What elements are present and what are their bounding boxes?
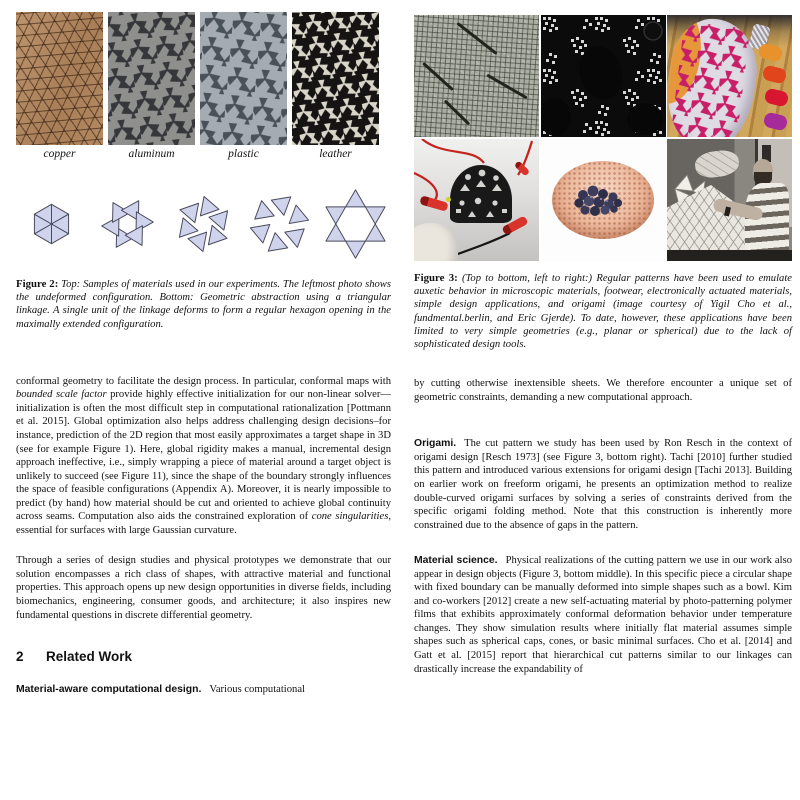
lattice-texture xyxy=(414,15,539,137)
blueberries xyxy=(541,139,666,261)
origami-resch-photo xyxy=(667,139,792,261)
runin-material-science: Material science. xyxy=(414,555,498,567)
label-copper: copper xyxy=(43,148,76,160)
figure3-caption-text: (Top to bottom, left to right:) Regular patterns have been used to emulate auxetic behavior in microscopic materials, footwear, electronically actuated materials, simple design applications, and origami (image courtesy of Yigil Cho et al., fundmental.berlin, and Eric Gjerde). To date, however, these applications have been limited to very simple geometries (e.g., planar or spherical) due to the lack of sophisticated design tools. xyxy=(414,273,792,351)
paragraph-origami xyxy=(414,437,792,532)
copper-sample-photo xyxy=(16,12,103,145)
figure2-linkage-sequence xyxy=(16,180,391,268)
paragraph-design-studies: Through a series of design studies and physical prototypes we demonstrate that our solution encompasses a rich class of shapes, with attractive material and functional properties. This approach opens up new design opportunities in diverse fields, including biomechanics, engineering, consumer goods, and architecture; it also inspires new fundamental questions in discrete differential geometry. xyxy=(16,555,391,621)
leather-sample-photo xyxy=(292,12,379,145)
copper-texture xyxy=(16,12,103,145)
paragraph-material-aware xyxy=(16,683,391,697)
figure2-caption-text: Top: Samples of materials used in our experiments. The leftmost photo shows the undeformed configuration. Bottom: Geometric abstraction using a triangular linkage. A single unit of the linkage deforms to form a regular hexagon opening in the maximally extended configuration. xyxy=(16,279,391,330)
leather-texture xyxy=(292,12,379,145)
paragraph-material-science xyxy=(414,554,792,676)
plastic-sample-photo xyxy=(200,12,287,145)
sole-patch-red xyxy=(764,87,790,107)
label-aluminum: aluminum xyxy=(128,148,175,160)
paragraph-cutting-sheets: by cutting otherwise inextensible sheets. We therefore encounter a unique set of geometric constraints, demanding a new computational approach. xyxy=(414,378,792,403)
shoe-sole xyxy=(667,15,763,137)
figure2-material-labels xyxy=(16,148,391,160)
copper-bowl-photo xyxy=(541,139,666,261)
linkage-frame-2 xyxy=(168,181,239,267)
linkage-frame-1 xyxy=(92,181,163,267)
left-column xyxy=(16,0,391,697)
actuated-material-photo xyxy=(414,139,539,261)
indicator-led xyxy=(446,197,451,202)
runin-origami: Origami. xyxy=(414,438,457,450)
figure2-caption xyxy=(16,278,391,331)
paragraph-material-science-text: Physical realizations of the cutting pattern we use in our work also appear in design objects (Figure 3, bottom middle). In this specific piece a circular shape with fixed boundary can be manually deformed into simple shapes such as a bowl. Kim and co-workers [2012] create a new self-actuating material by photo-patterning polymer films that exhibits approximately conformal deformation behavior under temperature changes. They show simulation results where initially flat material assumes simple shapes such as spherical caps, cones, or basic minimal surfaces. Cho et al. [2014] and Gatt et al. [2015] report that hierarchical cut patterns similar to our linkages can drastically increase the expandability of xyxy=(414,555,792,675)
aluminum-sample-photo xyxy=(108,12,195,145)
figure2-caption-label: Figure 2: xyxy=(16,278,59,290)
aluminum-texture xyxy=(108,12,195,145)
label-plastic: plastic xyxy=(228,148,259,160)
linkage-frame-open xyxy=(320,181,391,267)
fractal-pattern-photo xyxy=(541,15,666,137)
sole-patch-red-orange xyxy=(762,64,788,84)
microscopic-material-photo xyxy=(414,15,539,137)
figure3-caption xyxy=(414,272,792,351)
section-title: Related Work xyxy=(46,649,133,665)
dark-foreground xyxy=(667,250,792,261)
section-number: 2 xyxy=(16,649,24,665)
right-column xyxy=(414,0,792,676)
figure3-photo-grid xyxy=(414,15,792,261)
section-heading-related-work xyxy=(16,649,391,664)
sole-patch-purple xyxy=(763,111,789,131)
linkage-frame-3 xyxy=(244,181,315,267)
folded-paper xyxy=(693,148,740,180)
paragraph-conformal-geometry: conformal geometry to facilitate the design process. In particular, conformal maps with bounded scale factor provide highly effective initialization for our non-linear solver—initialization is often the most difficult step in computational rationalization [Pottmann et al. 2015]. Global optimization also helps address challenging design decisions–for instance, prediction of the 2D region that most easily approximates a target shape in 3D (see for example Figure 1). Here, global rigidity makes a manual, incremental design approach ineffective, i.e., simply wrapping a piece of material around a target object is unlikely to succeed (see Figure 11), since the shape of the boundary strongly influences the space of feasible configurations (Appendix A). Moreover, it is nearly impossible to predict (by hand) how material should be cut and oriented to achieve global continuity across seams. Computation also aids the constrained exploration of cone singularities, essential for surfaces with large Gaussian curvature. xyxy=(16,375,391,536)
paragraph-origami-text: The cut pattern we study has been used by Ron Resch in the context of origami design [Resch 1973] (see Figure 3, bottom right). Tachi [2010] further studied this pattern and introduced various extensions for origami design [Tachi 2013]. Building on earlier work on freeform origami, he presents an optimization method to realize double-curved origami surfaces by solving a series of constraints derived from the specific origami folding method. Note that this construction is inherently more constrained due to the absence of gaps in the pattern. xyxy=(414,438,792,531)
footwear-sole-photo xyxy=(667,15,792,137)
linkage-frame-closed xyxy=(16,181,87,267)
sole-tread-pattern xyxy=(667,15,763,137)
label-leather: leather xyxy=(319,148,352,160)
runin-material-aware: Material-aware computational design. xyxy=(16,684,202,696)
plastic-texture xyxy=(200,12,287,145)
figure2-material-photos xyxy=(16,12,391,145)
paragraph-material-aware-text: Various computational xyxy=(209,684,305,696)
figure3-caption-label: Figure 3: xyxy=(414,272,458,284)
sole-patch-orange xyxy=(758,42,784,62)
fractal-pattern-art xyxy=(541,15,666,137)
